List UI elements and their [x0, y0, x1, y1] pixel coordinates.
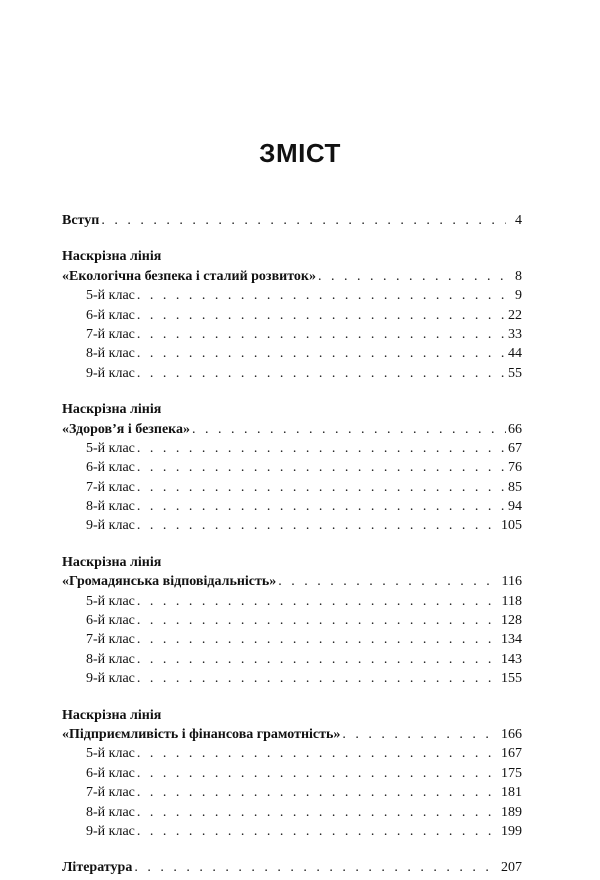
toc-page-number: 118 [501, 593, 522, 609]
toc-section-title: «Громадянська відповідальність» [62, 574, 277, 590]
toc-page-number: 76 [508, 460, 522, 476]
dot-leader [137, 306, 506, 325]
page-title: ЗМІСТ [259, 138, 341, 168]
toc-class-entry[interactable] [62, 325, 522, 344]
toc-section-title: «Здоров’я і безпека» [62, 421, 191, 437]
toc-page-number: 175 [501, 765, 522, 781]
toc-entry-label: Література [62, 860, 133, 876]
toc-entry-label: 7-й клас [86, 479, 135, 495]
toc-section-heading[interactable] [62, 572, 522, 591]
toc-page-number: 85 [508, 479, 522, 495]
toc-page-number: 167 [501, 746, 522, 762]
toc-page-number: 155 [501, 671, 522, 687]
toc-page-number: 207 [501, 860, 522, 876]
toc-page-number: 44 [508, 346, 522, 362]
toc-entry-label: 9-й клас [86, 518, 135, 534]
toc-page-number: 8 [515, 268, 522, 284]
toc-class-entry[interactable] [62, 783, 522, 802]
toc-entry-label: 8-й клас [86, 499, 135, 515]
toc-section-heading[interactable] [62, 420, 522, 439]
toc-entry-label: 6-й клас [86, 765, 135, 781]
toc-page-number: 116 [501, 574, 522, 590]
dot-leader [137, 764, 499, 783]
section-line-label: Наскрізна лінія [62, 402, 162, 418]
toc-entry-label: 5-й клас [86, 593, 135, 609]
toc-page-number: 66 [508, 421, 522, 437]
toc-class-entry[interactable] [62, 803, 522, 822]
dot-leader [342, 725, 499, 744]
toc-entry-label: 8-й клас [86, 346, 135, 362]
toc-entry-label: 9-й клас [86, 365, 135, 381]
dot-leader [318, 267, 506, 286]
toc-section-title: «Підприємливість і фінансова грамотність» [62, 726, 341, 742]
toc-class-entry[interactable] [62, 669, 522, 688]
toc-class-entry[interactable] [62, 478, 522, 497]
toc-entry-literature[interactable] [62, 858, 522, 877]
toc-page-number: 55 [508, 365, 522, 381]
toc-class-entry[interactable] [62, 458, 522, 477]
dot-leader [137, 611, 499, 630]
toc-class-entry[interactable] [62, 744, 522, 763]
dot-leader [137, 458, 506, 477]
toc-entry-label: 7-й клас [86, 326, 135, 342]
dot-leader [137, 650, 499, 669]
toc-entry-label: 8-й клас [86, 804, 135, 820]
toc-page-number: 94 [508, 499, 522, 515]
toc-page-number: 189 [501, 804, 522, 820]
dot-leader [137, 630, 499, 649]
dot-leader [137, 592, 500, 611]
dot-leader [137, 516, 499, 535]
toc-page-number: 4 [515, 213, 522, 228]
toc-section-heading[interactable] [62, 267, 522, 286]
dot-leader [137, 744, 499, 763]
toc-page-number: 22 [508, 307, 522, 323]
toc-entry-label: Вступ [62, 213, 100, 228]
toc-page-number: 134 [501, 632, 522, 648]
toc-class-entry[interactable] [62, 611, 522, 630]
toc-class-entry[interactable] [62, 344, 522, 363]
toc-entry-label: 6-й клас [86, 460, 135, 476]
dot-leader [137, 439, 506, 458]
toc-page-number: 143 [501, 651, 522, 667]
table-of-contents [62, 211, 522, 878]
toc-class-entry[interactable] [62, 497, 522, 516]
toc-entry-label: 6-й клас [86, 307, 135, 323]
toc-page-number: 166 [501, 726, 522, 742]
dot-leader [192, 420, 506, 439]
section-line-label: Наскрізна лінія [62, 249, 162, 265]
toc-page-number: 199 [501, 823, 522, 839]
dot-leader [137, 783, 499, 802]
toc-section-heading[interactable] [62, 725, 522, 744]
dot-leader [137, 497, 506, 516]
dot-leader [137, 364, 506, 383]
dot-leader [137, 286, 506, 305]
toc-class-entry[interactable] [62, 439, 522, 458]
dot-leader [278, 572, 499, 591]
toc-page-number: 67 [508, 440, 522, 456]
toc-class-entry[interactable] [62, 286, 522, 305]
toc-class-entry[interactable] [62, 516, 522, 535]
dot-leader [137, 803, 499, 822]
toc-entry-label: 5-й клас [86, 746, 135, 762]
toc-class-entry[interactable] [62, 822, 522, 841]
dot-leader [137, 325, 506, 344]
toc-class-entry[interactable] [62, 650, 522, 669]
toc-page-number: 9 [515, 288, 522, 304]
toc-class-entry[interactable] [62, 592, 522, 611]
toc-entry-label: 5-й клас [86, 440, 135, 456]
dot-leader [137, 669, 499, 688]
toc-entry-label: 8-й клас [86, 651, 135, 667]
toc-entry-label: 7-й клас [86, 632, 135, 648]
toc-page-number: 181 [501, 785, 522, 801]
toc-entry-label: 9-й клас [86, 823, 135, 839]
toc-entry-intro[interactable] [62, 211, 522, 230]
toc-class-entry[interactable] [62, 764, 522, 783]
dot-leader [134, 858, 499, 877]
section-line-label: Наскрізна лінія [62, 707, 162, 723]
toc-page-number: 105 [501, 518, 522, 534]
section-line-label: Наскрізна лінія [62, 554, 162, 570]
toc-page-number: 128 [501, 613, 522, 629]
toc-section-title: «Екологічна безпека і сталий розвиток» [62, 268, 316, 284]
toc-entry-label: 9-й клас [86, 671, 135, 687]
toc-class-entry[interactable] [62, 630, 522, 649]
dot-leader [137, 822, 499, 841]
dot-leader [101, 211, 506, 230]
toc-class-entry[interactable] [62, 364, 522, 383]
toc-entry-label: 5-й клас [86, 288, 135, 304]
toc-entry-label: 7-й клас [86, 785, 135, 801]
toc-entry-label: 6-й клас [86, 613, 135, 629]
toc-class-entry[interactable] [62, 306, 522, 325]
dot-leader [137, 344, 506, 363]
dot-leader [137, 478, 506, 497]
toc-page-number: 33 [508, 326, 522, 342]
